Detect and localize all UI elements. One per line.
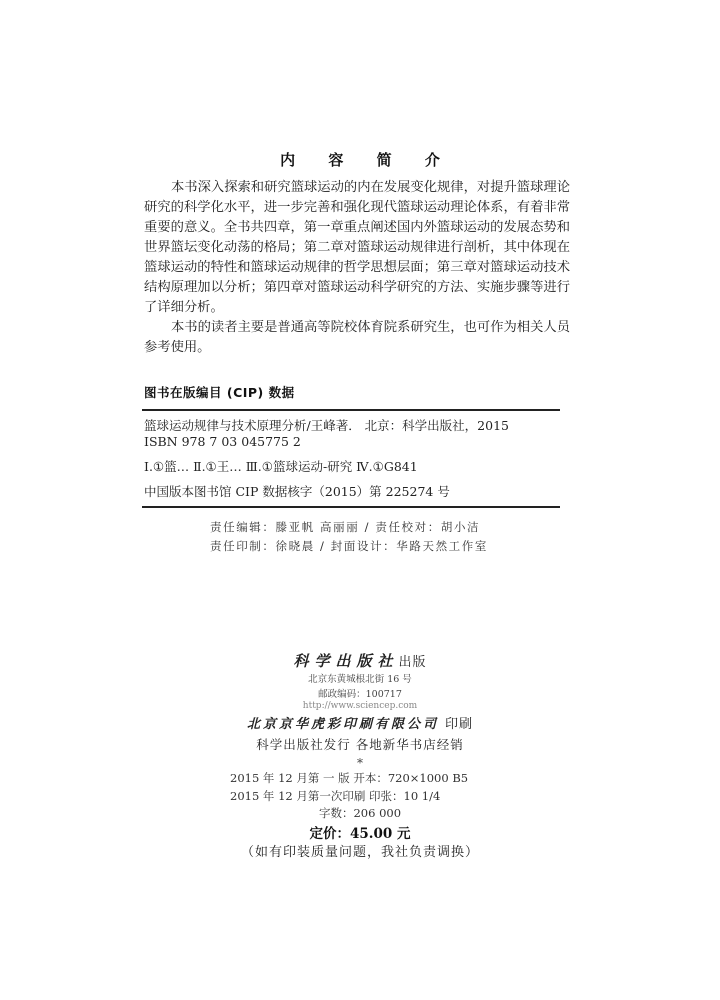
publisher-suffix: 出版 [398, 655, 427, 670]
printer-line [0, 713, 720, 732]
publisher-postal-code: 邮政编码：100717 [318, 689, 402, 700]
summary-paragraph-2 [144, 318, 570, 358]
paragraph-line: 篮球运动的特性和篮球运动规律的哲学思想层面；第三章对篮球运动技术 [144, 260, 570, 275]
paragraph-line: 了详细分析。 [144, 300, 224, 315]
publisher-url: http://www.sciencep.com [302, 701, 418, 711]
cip-verification-line: 中国版本图书馆 CIP 数据核字（2015）第 225274 号 [144, 484, 450, 499]
distribution-line: 科学出版社发行 各地新华书店经销 [256, 737, 464, 752]
paragraph-line: 结构原理加以分析；第四章对篮球运动科学研究的方法、实施步骤等进行 [144, 280, 570, 295]
credits-editors: 责任编辑：滕亚帆 高丽丽 / 责任校对：胡小洁 [210, 520, 481, 534]
publisher-line [0, 650, 720, 671]
word-count: 字数：206 000 [318, 806, 402, 820]
paragraph-line: 参考使用。 [144, 340, 211, 355]
separator-asterisk: * [357, 756, 363, 770]
printing-line: 2015 年 12 月第一次印刷 印张：10 1/4 [230, 789, 441, 803]
quality-notice: （如有印装质量问题，我社负责调换） [240, 845, 479, 860]
printer-suffix: 印刷 [445, 717, 474, 732]
summary-title: 内 容 简 介 [280, 151, 454, 169]
summary-paragraph-1 [144, 178, 570, 318]
paragraph-line: 本书的读者主要是普通高等院校体育院系研究生，也可作为相关人员 [171, 320, 570, 335]
cip-heading: 图书在版编目 (CIP) 数据 [144, 385, 295, 400]
paragraph-line: 研究的科学化水平，进一步完善和强化现代篮球运动理论体系，有着非常 [144, 200, 570, 215]
paragraph-line: 本书深入探索和研究篮球运动的内在发展变化规律，对提升篮球理论 [171, 180, 570, 195]
printer-name: 北京京华虎彩印刷有限公司 [246, 717, 439, 732]
cip-isbn-line: ISBN 978 7 03 045775 2 [144, 434, 301, 449]
cip-classification-line: Ⅰ.①篮… Ⅱ.①王… Ⅲ.①篮球运动-研究 Ⅳ.①G841 [144, 459, 418, 474]
cip-top-rule [142, 409, 560, 411]
paragraph-line: 重要的意义。全书共四章，第一章重点阐述国内外篮球运动的发展态势和 [144, 220, 570, 235]
price: 定价：45.00 元 [309, 826, 411, 842]
cip-bottom-rule [142, 506, 560, 508]
publisher-address: 北京东黄城根北街 16 号 [308, 674, 412, 685]
cip-title-line: 篮球运动规律与技术原理分析/王峰著． 北京：科学出版社，2015 [144, 418, 509, 433]
publisher-name: 科学出版社 [293, 652, 399, 670]
edition-line: 2015 年 12 月第 一 版 开本：720×1000 B5 [230, 771, 469, 785]
credits-production: 责任印制：徐晓晨 / 封面设计：华路天然工作室 [210, 539, 488, 553]
paragraph-line: 世界篮坛变化动荡的格局；第二章对篮球运动规律进行剖析，其中体现在 [144, 240, 570, 255]
